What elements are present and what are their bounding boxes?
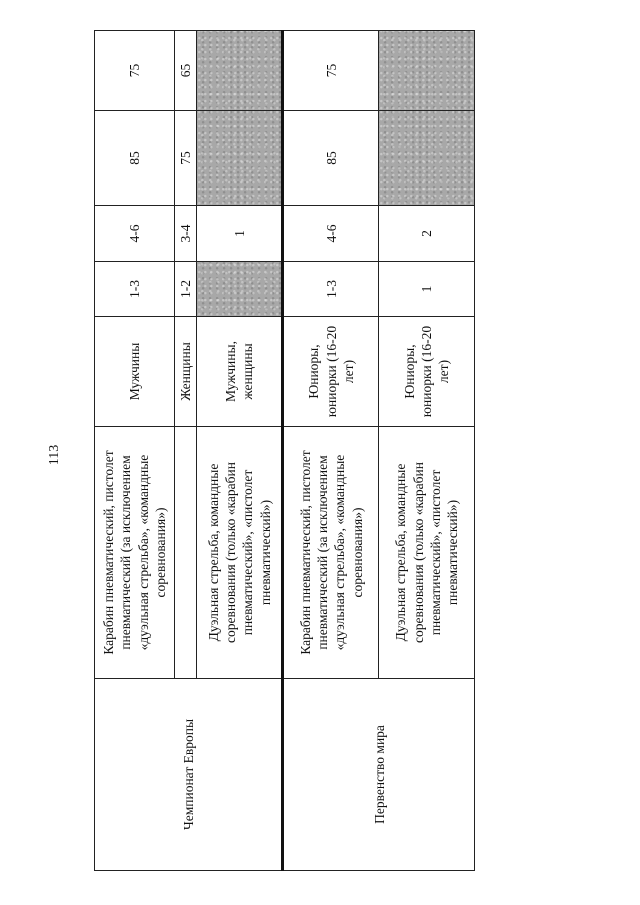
shaded-cell (197, 31, 283, 111)
place-cell: 1 (197, 206, 283, 262)
event-cell: Дуэльная стрельба, командные соревнования (только «карабин пневматический», «пистолет пневматический») (379, 427, 475, 679)
place-cell: 4-6 (95, 206, 175, 262)
place-cell: 3-4 (175, 206, 197, 262)
place-cell: 4-6 (283, 206, 379, 262)
group-cell: Юниоры, юниорки (16-20 лет) (379, 317, 475, 427)
percent-cell: 85 (95, 111, 175, 206)
group-cell: Мужчины, женщины (197, 317, 283, 427)
standards-table (94, 31, 472, 871)
shaded-cell (379, 31, 475, 111)
place-cell: 1 (379, 262, 475, 317)
shaded-cell (197, 262, 283, 317)
group-cell: Юниоры, юниорки (16-20 лет) (283, 317, 379, 427)
page-number: 113 (47, 444, 62, 466)
competition-cell: Первенство мира (283, 679, 475, 871)
event-cell: Карабин пневматический, пистолет пневматический (за исключением «дуэльная стрельба», «командные соревнования») (283, 427, 379, 679)
group-cell: Мужчины (95, 317, 175, 427)
place-cell: 2 (379, 206, 475, 262)
event-cell: Карабин пневматический, пистолет пневматический (за исключением «дуэльная стрельба», «командные соревнования») (95, 427, 175, 679)
table-row (283, 31, 379, 871)
percent-cell: 75 (283, 31, 379, 111)
shaded-cell (197, 111, 283, 206)
place-cell: 1-3 (283, 262, 379, 317)
shaded-cell (379, 111, 475, 206)
event-cell (175, 427, 197, 679)
place-cell: 1-2 (175, 262, 197, 317)
percent-cell: 75 (95, 31, 175, 111)
percent-cell: 65 (175, 31, 197, 111)
event-cell: Дуэльная стрельба, командные соревнования (только «карабин пневматический», «пистолет пневматический») (197, 427, 283, 679)
percent-cell: 75 (175, 111, 197, 206)
percent-cell: 85 (283, 111, 379, 206)
place-cell: 1-3 (95, 262, 175, 317)
table-row (95, 31, 175, 871)
competition-cell: Чемпионат Европы (95, 679, 283, 871)
rotated-table-frame (94, 31, 472, 871)
group-cell: Женщины (175, 317, 197, 427)
